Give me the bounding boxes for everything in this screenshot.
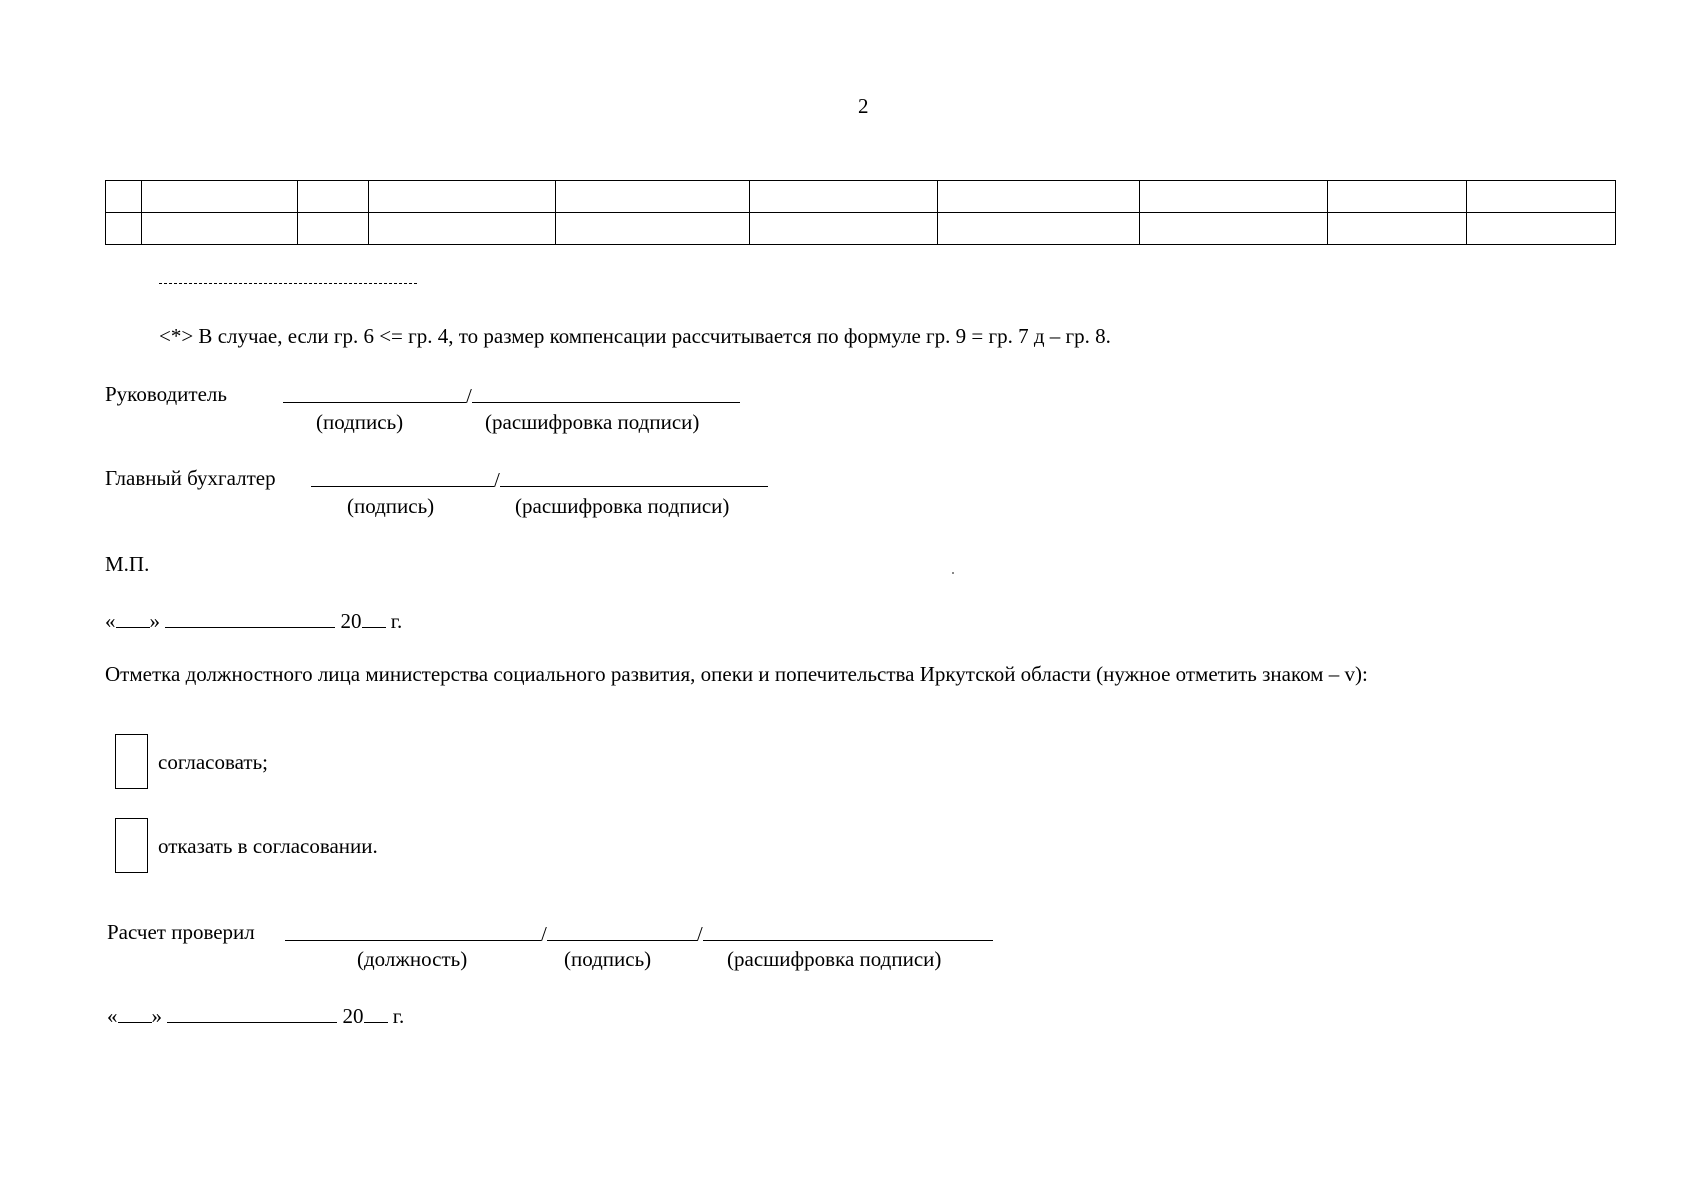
director-label: Руководитель <box>105 382 227 406</box>
day-line <box>118 1004 152 1023</box>
table-cell <box>369 181 556 213</box>
table-cell <box>556 213 750 245</box>
table-cell <box>1140 213 1328 245</box>
year-line <box>362 609 386 628</box>
scan-speck <box>952 572 954 574</box>
table-cell <box>938 213 1140 245</box>
table-row <box>106 181 1616 213</box>
continuation-table <box>105 180 1616 245</box>
checked-by-caption-signature: (подпись) <box>564 947 652 971</box>
table-cell <box>1467 181 1616 213</box>
director-caption-signature: (подпись) <box>316 410 404 434</box>
ministry-mark-text: Отметка должностного лица министерства социального развития, опеки и попечительства Иркутской области (нужное отметить знаком – v): <box>105 662 1368 686</box>
table-cell <box>938 181 1140 213</box>
table-cell <box>556 181 750 213</box>
close-quote: » <box>151 1004 162 1028</box>
table-cell <box>750 213 938 245</box>
table-cell <box>1140 181 1328 213</box>
footnote-text: <*> В случае, если гр. 6 <= гр. 4, то размер компенсации рассчитывается по формуле гр. 9 = гр. 7 д – гр. 8. <box>159 324 1111 348</box>
table-cell <box>1467 213 1616 245</box>
table-cell <box>298 181 369 213</box>
director-signature-line <box>283 384 740 407</box>
month-line <box>165 609 335 628</box>
table-cell <box>106 213 142 245</box>
table-row <box>106 213 1616 245</box>
date-line-1 <box>105 609 402 632</box>
table-cell <box>369 213 556 245</box>
table-cell <box>750 181 938 213</box>
table-cell <box>142 213 298 245</box>
checked-by-caption-position: (должность) <box>357 947 468 971</box>
checked-by-label: Расчет проверил <box>107 920 255 944</box>
signature-line <box>283 384 466 403</box>
table-cell <box>106 181 142 213</box>
slash: / <box>696 922 703 946</box>
page-number: 2 <box>858 94 869 118</box>
date-line-2 <box>107 1004 404 1027</box>
checked-by-caption-decoding: (расшифровка подписи) <box>727 947 942 971</box>
decoding-line <box>472 384 740 403</box>
year-line <box>364 1004 388 1023</box>
chief-accountant-signature-line <box>311 468 768 491</box>
year-prefix: 20 <box>340 609 362 633</box>
checked-by-lines <box>285 922 993 945</box>
table-cell <box>298 213 369 245</box>
chief-accountant-caption-decoding: (расшифровка подписи) <box>515 494 730 518</box>
chief-accountant-caption-signature: (подпись) <box>347 494 435 518</box>
table-cell <box>142 181 298 213</box>
position-line <box>285 922 541 941</box>
open-quote: « <box>107 1004 118 1028</box>
approve-option-label: согласовать; <box>158 750 268 774</box>
approve-checkbox[interactable] <box>115 734 148 789</box>
signature-line <box>547 922 697 941</box>
year-suffix: г. <box>392 1004 405 1028</box>
year-suffix: г. <box>390 609 403 633</box>
reject-checkbox[interactable] <box>115 818 148 873</box>
year-prefix: 20 <box>342 1004 364 1028</box>
open-quote: « <box>105 609 116 633</box>
table-cell <box>1328 213 1467 245</box>
footnote-separator <box>159 283 417 284</box>
decoding-line <box>703 922 993 941</box>
slash: / <box>466 384 472 408</box>
signature-line <box>311 468 494 487</box>
table-cell <box>1328 181 1467 213</box>
slash: / <box>541 922 547 946</box>
reject-option-label: отказать в согласовании. <box>158 834 378 858</box>
decoding-line <box>500 468 768 487</box>
chief-accountant-label: Главный бухгалтер <box>105 466 276 490</box>
day-line <box>116 609 150 628</box>
stamp-place: М.П. <box>105 552 150 576</box>
month-line <box>167 1004 337 1023</box>
close-quote: » <box>149 609 160 633</box>
director-caption-decoding: (расшифровка подписи) <box>485 410 700 434</box>
slash: / <box>494 468 500 492</box>
